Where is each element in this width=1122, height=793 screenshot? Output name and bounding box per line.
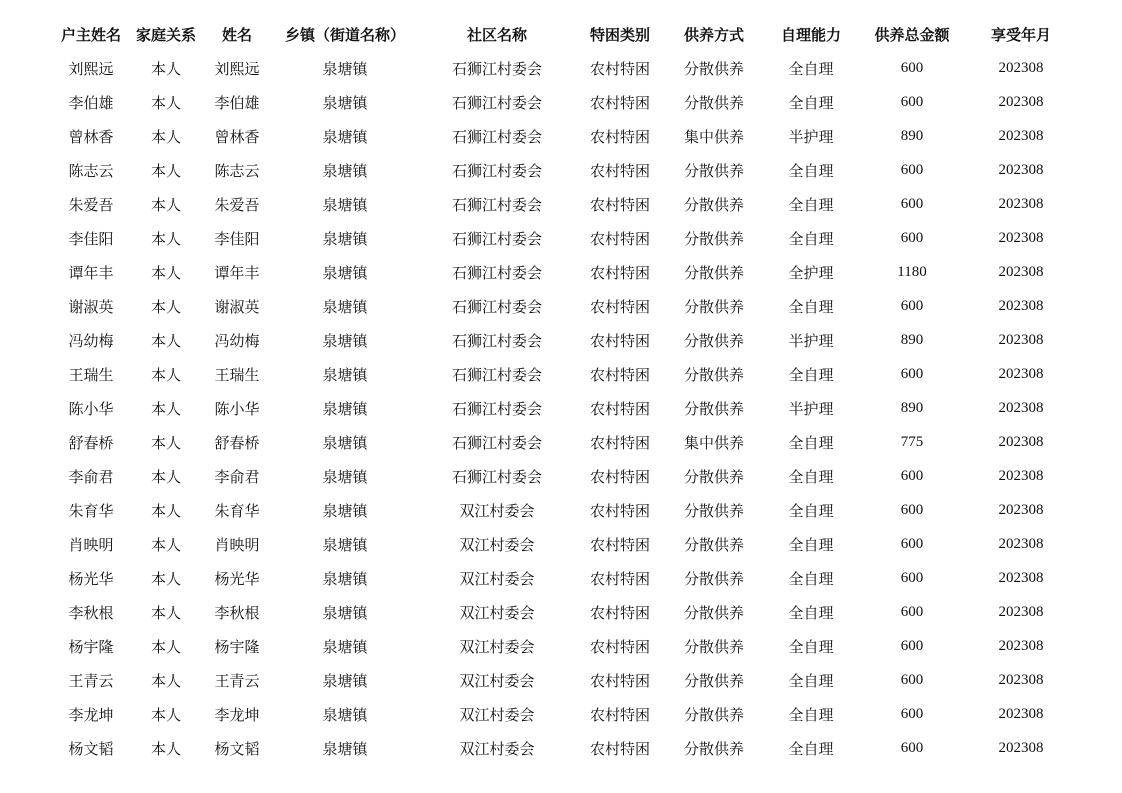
cell-family-relation: 本人 — [150, 569, 181, 588]
cell-community: 石狮江村委会 — [451, 195, 542, 214]
cell-support-method: 分散供养 — [683, 569, 744, 588]
cell-householder-name: 李伯雄 — [68, 93, 114, 112]
table-row — [56, 425, 1080, 459]
cell-name: 李俞君 — [214, 467, 260, 486]
cell-self-care-ability: 全自理 — [788, 365, 834, 384]
cell-township: 泉塘镇 — [322, 229, 368, 248]
cell-benefit-month: 202308 — [998, 433, 1044, 450]
header-family-relation: 家庭关系 — [135, 25, 196, 44]
cell-self-care-ability: 全自理 — [788, 433, 834, 452]
cell-support-amount: 600 — [900, 297, 924, 314]
cell-township: 泉塘镇 — [322, 161, 368, 180]
cell-benefit-month: 202308 — [998, 467, 1044, 484]
cell-benefit-month: 202308 — [998, 705, 1044, 722]
cell-householder-name: 肖映明 — [68, 535, 114, 554]
cell-support-amount: 890 — [900, 331, 924, 348]
cell-name: 陈小华 — [214, 399, 260, 418]
cell-support-amount: 600 — [900, 467, 924, 484]
cell-benefit-month: 202308 — [998, 161, 1044, 178]
cell-householder-name: 朱爱吾 — [68, 195, 114, 214]
cell-support-method: 分散供养 — [683, 603, 744, 622]
cell-township: 泉塘镇 — [322, 739, 368, 758]
cell-support-amount: 1180 — [897, 263, 927, 280]
cell-name: 李伯雄 — [214, 93, 260, 112]
cell-benefit-month: 202308 — [998, 399, 1044, 416]
cell-support-method: 集中供养 — [683, 433, 744, 452]
cell-hardship-category: 农村特困 — [589, 739, 650, 758]
cell-township: 泉塘镇 — [322, 365, 368, 384]
cell-name: 朱爱吾 — [214, 195, 260, 214]
cell-township: 泉塘镇 — [322, 603, 368, 622]
cell-self-care-ability: 半护理 — [788, 399, 834, 418]
cell-householder-name: 王瑞生 — [68, 365, 114, 384]
cell-benefit-month: 202308 — [998, 93, 1044, 110]
cell-benefit-month: 202308 — [998, 365, 1044, 382]
header-name: 姓名 — [221, 25, 252, 44]
cell-support-method: 分散供养 — [683, 93, 744, 112]
cell-community: 石狮江村委会 — [451, 127, 542, 146]
cell-householder-name: 李俞君 — [68, 467, 114, 486]
header-self-care-ability: 自理能力 — [780, 25, 841, 44]
cell-self-care-ability: 全自理 — [788, 229, 834, 248]
cell-support-method: 分散供养 — [683, 399, 744, 418]
cell-support-amount: 600 — [900, 671, 924, 688]
cell-hardship-category: 农村特困 — [589, 433, 650, 452]
cell-support-amount: 600 — [900, 501, 924, 518]
cell-name: 陈志云 — [214, 161, 260, 180]
cell-township: 泉塘镇 — [322, 433, 368, 452]
cell-name: 王青云 — [214, 671, 260, 690]
cell-self-care-ability: 全自理 — [788, 93, 834, 112]
cell-support-method: 分散供养 — [683, 59, 744, 78]
cell-support-amount: 600 — [900, 161, 924, 178]
cell-name: 杨宇隆 — [214, 637, 260, 656]
cell-support-method: 分散供养 — [683, 229, 744, 248]
cell-householder-name: 李秋根 — [68, 603, 114, 622]
cell-benefit-month: 202308 — [998, 297, 1044, 314]
cell-township: 泉塘镇 — [322, 93, 368, 112]
cell-hardship-category: 农村特困 — [589, 399, 650, 418]
cell-support-method: 分散供养 — [683, 535, 744, 554]
cell-benefit-month: 202308 — [998, 331, 1044, 348]
cell-householder-name: 李龙坤 — [68, 705, 114, 724]
cell-family-relation: 本人 — [150, 501, 181, 520]
cell-self-care-ability: 全自理 — [788, 705, 834, 724]
cell-family-relation: 本人 — [150, 195, 181, 214]
cell-hardship-category: 农村特困 — [589, 331, 650, 350]
cell-hardship-category: 农村特困 — [589, 59, 650, 78]
cell-hardship-category: 农村特困 — [589, 365, 650, 384]
cell-support-amount: 600 — [900, 739, 924, 756]
support-roster-table — [56, 17, 1080, 765]
cell-community: 石狮江村委会 — [451, 297, 542, 316]
cell-self-care-ability: 半护理 — [788, 127, 834, 146]
cell-hardship-category: 农村特困 — [589, 671, 650, 690]
cell-support-method: 分散供养 — [683, 501, 744, 520]
cell-name: 朱育华 — [214, 501, 260, 520]
table-row — [56, 221, 1080, 255]
cell-hardship-category: 农村特困 — [589, 705, 650, 724]
table-body — [56, 51, 1080, 765]
cell-benefit-month: 202308 — [998, 195, 1044, 212]
cell-township: 泉塘镇 — [322, 501, 368, 520]
cell-community: 双江村委会 — [459, 705, 535, 724]
cell-support-method: 集中供养 — [683, 127, 744, 146]
cell-hardship-category: 农村特困 — [589, 467, 650, 486]
table-row — [56, 255, 1080, 289]
cell-self-care-ability: 全自理 — [788, 535, 834, 554]
cell-householder-name: 曾林香 — [68, 127, 114, 146]
cell-township: 泉塘镇 — [322, 195, 368, 214]
table-row — [56, 51, 1080, 85]
cell-family-relation: 本人 — [150, 433, 181, 452]
cell-hardship-category: 农村特困 — [589, 637, 650, 656]
cell-township: 泉塘镇 — [322, 705, 368, 724]
cell-hardship-category: 农村特困 — [589, 263, 650, 282]
cell-hardship-category: 农村特困 — [589, 229, 650, 248]
cell-township: 泉塘镇 — [322, 637, 368, 656]
cell-householder-name: 李佳阳 — [68, 229, 114, 248]
header-row — [56, 17, 1080, 51]
cell-community: 双江村委会 — [459, 671, 535, 690]
cell-householder-name: 王青云 — [68, 671, 114, 690]
cell-community: 石狮江村委会 — [451, 365, 542, 384]
cell-support-amount: 600 — [900, 229, 924, 246]
cell-community: 双江村委会 — [459, 501, 535, 520]
cell-support-method: 分散供养 — [683, 161, 744, 180]
cell-householder-name: 杨光华 — [68, 569, 114, 588]
cell-support-method: 分散供养 — [683, 671, 744, 690]
cell-self-care-ability: 全自理 — [788, 467, 834, 486]
cell-householder-name: 刘熙远 — [68, 59, 114, 78]
cell-self-care-ability: 全自理 — [788, 569, 834, 588]
cell-community: 石狮江村委会 — [451, 331, 542, 350]
cell-name: 王瑞生 — [214, 365, 260, 384]
cell-self-care-ability: 全自理 — [788, 501, 834, 520]
table-row — [56, 187, 1080, 221]
cell-hardship-category: 农村特困 — [589, 195, 650, 214]
table-row — [56, 323, 1080, 357]
cell-support-amount: 600 — [900, 365, 924, 382]
cell-name: 肖映明 — [214, 535, 260, 554]
cell-community: 石狮江村委会 — [451, 263, 542, 282]
cell-community: 石狮江村委会 — [451, 433, 542, 452]
cell-benefit-month: 202308 — [998, 603, 1044, 620]
cell-self-care-ability: 全自理 — [788, 671, 834, 690]
cell-householder-name: 谭年丰 — [68, 263, 114, 282]
header-support-method: 供养方式 — [683, 25, 744, 44]
cell-self-care-ability: 全自理 — [788, 161, 834, 180]
cell-community: 双江村委会 — [459, 535, 535, 554]
cell-support-amount: 600 — [900, 603, 924, 620]
cell-householder-name: 冯幼梅 — [68, 331, 114, 350]
cell-family-relation: 本人 — [150, 637, 181, 656]
cell-hardship-category: 农村特困 — [589, 161, 650, 180]
cell-support-amount: 600 — [900, 535, 924, 552]
cell-support-amount: 775 — [900, 433, 924, 450]
cell-family-relation: 本人 — [150, 229, 181, 248]
cell-householder-name: 陈小华 — [68, 399, 114, 418]
cell-self-care-ability: 全护理 — [788, 263, 834, 282]
cell-family-relation: 本人 — [150, 705, 181, 724]
table-row — [56, 527, 1080, 561]
cell-benefit-month: 202308 — [998, 229, 1044, 246]
cell-township: 泉塘镇 — [322, 127, 368, 146]
header-householder-name: 户主姓名 — [60, 25, 121, 44]
cell-community: 石狮江村委会 — [451, 399, 542, 418]
table-row — [56, 697, 1080, 731]
cell-family-relation: 本人 — [150, 127, 181, 146]
cell-householder-name: 杨文韬 — [68, 739, 114, 758]
cell-name: 李佳阳 — [214, 229, 260, 248]
table-row — [56, 663, 1080, 697]
cell-support-method: 分散供养 — [683, 365, 744, 384]
cell-township: 泉塘镇 — [322, 671, 368, 690]
cell-community: 双江村委会 — [459, 569, 535, 588]
cell-self-care-ability: 半护理 — [788, 331, 834, 350]
cell-name: 刘熙远 — [214, 59, 260, 78]
cell-family-relation: 本人 — [150, 263, 181, 282]
cell-hardship-category: 农村特困 — [589, 535, 650, 554]
cell-family-relation: 本人 — [150, 671, 181, 690]
cell-benefit-month: 202308 — [998, 671, 1044, 688]
cell-township: 泉塘镇 — [322, 297, 368, 316]
table-row — [56, 629, 1080, 663]
cell-name: 谢淑英 — [214, 297, 260, 316]
cell-support-method: 分散供养 — [683, 263, 744, 282]
cell-support-amount: 600 — [900, 705, 924, 722]
cell-self-care-ability: 全自理 — [788, 59, 834, 78]
cell-community: 石狮江村委会 — [451, 161, 542, 180]
cell-family-relation: 本人 — [150, 161, 181, 180]
cell-community: 石狮江村委会 — [451, 59, 542, 78]
cell-self-care-ability: 全自理 — [788, 297, 834, 316]
cell-family-relation: 本人 — [150, 93, 181, 112]
header-community: 社区名称 — [466, 25, 527, 44]
cell-name: 杨文韬 — [214, 739, 260, 758]
cell-benefit-month: 202308 — [998, 535, 1044, 552]
cell-name: 舒春桥 — [214, 433, 260, 452]
cell-hardship-category: 农村特困 — [589, 603, 650, 622]
table-row — [56, 595, 1080, 629]
cell-family-relation: 本人 — [150, 739, 181, 758]
cell-support-amount: 600 — [900, 93, 924, 110]
cell-community: 石狮江村委会 — [451, 467, 542, 486]
cell-hardship-category: 农村特困 — [589, 501, 650, 520]
cell-support-amount: 600 — [900, 637, 924, 654]
cell-support-amount: 890 — [900, 127, 924, 144]
cell-support-method: 分散供养 — [683, 331, 744, 350]
cell-family-relation: 本人 — [150, 535, 181, 554]
cell-community: 双江村委会 — [459, 637, 535, 656]
cell-family-relation: 本人 — [150, 603, 181, 622]
cell-hardship-category: 农村特困 — [589, 93, 650, 112]
cell-support-amount: 890 — [900, 399, 924, 416]
cell-township: 泉塘镇 — [322, 535, 368, 554]
cell-family-relation: 本人 — [150, 331, 181, 350]
cell-name: 谭年丰 — [214, 263, 260, 282]
cell-benefit-month: 202308 — [998, 59, 1044, 76]
cell-family-relation: 本人 — [150, 365, 181, 384]
cell-support-amount: 600 — [900, 59, 924, 76]
cell-self-care-ability: 全自理 — [788, 739, 834, 758]
cell-support-amount: 600 — [900, 569, 924, 586]
cell-support-method: 分散供养 — [683, 637, 744, 656]
cell-householder-name: 舒春桥 — [68, 433, 114, 452]
cell-hardship-category: 农村特困 — [589, 127, 650, 146]
header-township: 乡镇（街道名称） — [284, 25, 405, 44]
table-row — [56, 289, 1080, 323]
cell-name: 曾林香 — [214, 127, 260, 146]
cell-householder-name: 谢淑英 — [68, 297, 114, 316]
cell-family-relation: 本人 — [150, 297, 181, 316]
cell-benefit-month: 202308 — [998, 739, 1044, 756]
cell-support-method: 分散供养 — [683, 195, 744, 214]
cell-township: 泉塘镇 — [322, 399, 368, 418]
cell-community: 石狮江村委会 — [451, 229, 542, 248]
cell-community: 双江村委会 — [459, 739, 535, 758]
cell-hardship-category: 农村特困 — [589, 569, 650, 588]
table-row — [56, 561, 1080, 595]
cell-name: 李秋根 — [214, 603, 260, 622]
cell-support-method: 分散供养 — [683, 297, 744, 316]
cell-benefit-month: 202308 — [998, 127, 1044, 144]
cell-support-amount: 600 — [900, 195, 924, 212]
cell-township: 泉塘镇 — [322, 263, 368, 282]
cell-householder-name: 陈志云 — [68, 161, 114, 180]
cell-family-relation: 本人 — [150, 399, 181, 418]
cell-support-method: 分散供养 — [683, 739, 744, 758]
header-benefit-month: 享受年月 — [990, 25, 1051, 44]
header-support-amount: 供养总金额 — [874, 25, 950, 44]
cell-self-care-ability: 全自理 — [788, 637, 834, 656]
cell-community: 双江村委会 — [459, 603, 535, 622]
cell-self-care-ability: 全自理 — [788, 195, 834, 214]
cell-self-care-ability: 全自理 — [788, 603, 834, 622]
table-row — [56, 357, 1080, 391]
table-row — [56, 459, 1080, 493]
cell-householder-name: 朱育华 — [68, 501, 114, 520]
cell-benefit-month: 202308 — [998, 569, 1044, 586]
cell-family-relation: 本人 — [150, 467, 181, 486]
cell-family-relation: 本人 — [150, 59, 181, 78]
cell-township: 泉塘镇 — [322, 59, 368, 78]
cell-benefit-month: 202308 — [998, 637, 1044, 654]
cell-township: 泉塘镇 — [322, 331, 368, 350]
cell-benefit-month: 202308 — [998, 501, 1044, 518]
header-hardship-category: 特困类别 — [589, 25, 650, 44]
table-header — [56, 17, 1080, 51]
cell-householder-name: 杨宇隆 — [68, 637, 114, 656]
table-row — [56, 731, 1080, 765]
cell-name: 冯幼梅 — [214, 331, 260, 350]
cell-benefit-month: 202308 — [998, 263, 1044, 280]
support-roster-sheet — [56, 17, 1080, 765]
cell-name: 李龙坤 — [214, 705, 260, 724]
table-row — [56, 493, 1080, 527]
table-row — [56, 153, 1080, 187]
cell-hardship-category: 农村特困 — [589, 297, 650, 316]
cell-support-method: 分散供养 — [683, 705, 744, 724]
table-row — [56, 85, 1080, 119]
table-row — [56, 391, 1080, 425]
cell-township: 泉塘镇 — [322, 467, 368, 486]
table-row — [56, 119, 1080, 153]
cell-name: 杨光华 — [214, 569, 260, 588]
cell-township: 泉塘镇 — [322, 569, 368, 588]
cell-community: 石狮江村委会 — [451, 93, 542, 112]
cell-support-method: 分散供养 — [683, 467, 744, 486]
